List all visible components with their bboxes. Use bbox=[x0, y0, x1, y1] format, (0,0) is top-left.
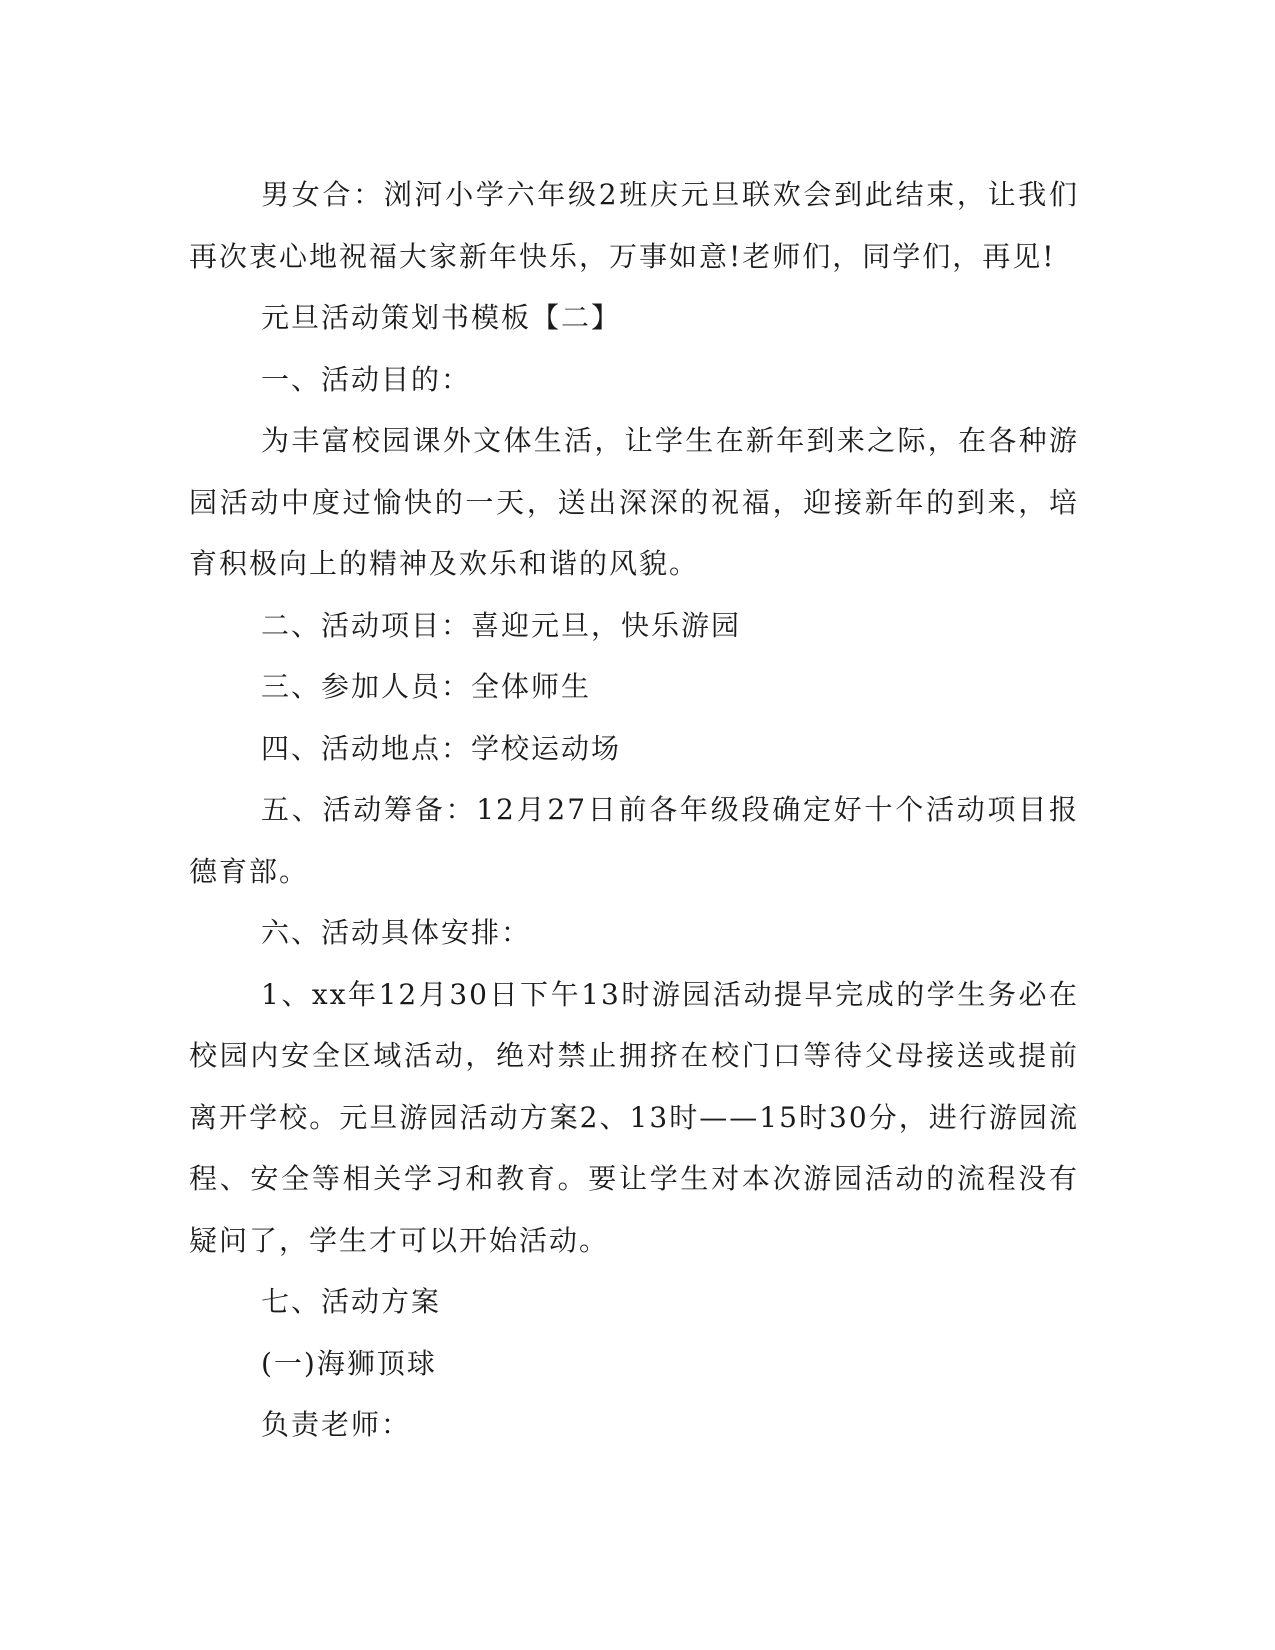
section-title: 元旦活动策划书模板【二】 bbox=[261, 301, 622, 334]
paragraph-arrangement: 1、xx年12月30日下午13时游园活动提早完成的学生务必在校园内安全区域活动，绝对禁止拥挤在校门口等待父母接送或提前离开学校。元旦游园活动方案2、13时——15时30分，进行游园流程、安全等相关学习和教育。要让学生对本次游园活动的流程没有疑问了，学生才可以开始活动。 bbox=[189, 977, 1079, 1257]
item-participants: 三、参加人员：全体师生 bbox=[261, 670, 592, 703]
responsible-teacher: 负责老师： bbox=[261, 1408, 412, 1441]
subheading-sea-lion: (一)海狮顶球 bbox=[261, 1346, 437, 1380]
heading-plan: 七、活动方案 bbox=[261, 1285, 442, 1318]
paragraph-closing-speech: 男女合：浏河小学六年级2班庆元旦联欢会到此结束，让我们再次衷心地祝福大家新年快乐，万事如意!老师们，同学们，再见! bbox=[189, 178, 1079, 273]
paragraph-purpose: 为丰富校园课外文体生活，让学生在新年到来之际，在各种游园活动中度过愉快的一天，送出深深的祝福，迎接新年的到来，培育积极向上的精神及欢乐和谐的风貌。 bbox=[189, 424, 1079, 580]
heading-arrangement: 六、活动具体安排： bbox=[261, 916, 532, 949]
item-activity-project: 二、活动项目：喜迎元旦，快乐游园 bbox=[261, 608, 742, 642]
item-location: 四、活动地点：学校运动场 bbox=[261, 731, 622, 765]
document-body bbox=[189, 164, 1079, 1456]
item-preparation: 五、活动筹备：12月27日前各年级段确定好十个活动项目报德育部。 bbox=[189, 793, 1079, 888]
heading-purpose: 一、活动目的： bbox=[261, 362, 472, 396]
